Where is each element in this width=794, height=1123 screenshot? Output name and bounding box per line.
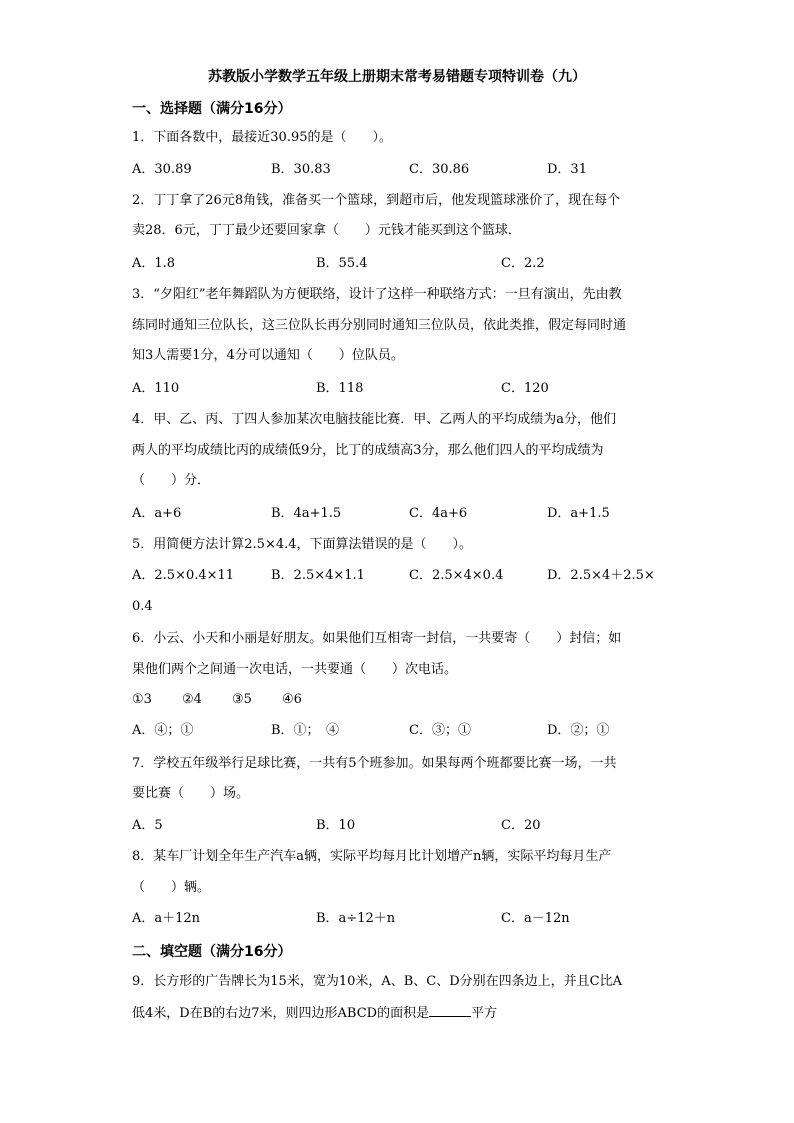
question-1-text: 1．下面各数中，最接近30.95的是（ ）。 (132, 130, 392, 145)
option-c[interactable]: C．③；① (409, 723, 471, 738)
option-b[interactable]: B．10 (316, 818, 356, 833)
question-9-text-line2 (132, 1004, 662, 1023)
question-5-option-d-continued: 0.4 (132, 599, 153, 614)
choice-2: ②4 (182, 692, 202, 707)
option-d[interactable]: D．②；① (547, 723, 610, 738)
choice-1: ①3 (132, 692, 152, 707)
question-8-text-line2: （ ）辆。 (132, 880, 211, 895)
option-c[interactable]: C．a－12n (501, 911, 570, 926)
option-b[interactable]: B．a÷12＋n (316, 911, 396, 926)
question-7-options (0, 817, 794, 835)
question-7-text-line2: 要比赛（ ）场。 (132, 786, 250, 801)
question-3-text-line3: 知3人需要1分，4分可以通知（ ）位队员。 (132, 348, 404, 363)
option-c[interactable]: C．4a+6 (409, 506, 468, 521)
option-b[interactable]: B．118 (316, 381, 364, 396)
option-a[interactable]: A．1.8 (132, 256, 176, 271)
question-9-text-after-blank: 平方 (471, 1006, 498, 1021)
option-a[interactable]: A．④；① (132, 723, 194, 738)
option-c[interactable]: C．20 (501, 818, 541, 833)
option-a[interactable]: A．a+6 (132, 506, 182, 521)
option-a[interactable]: A．110 (132, 381, 180, 396)
question-3-options (0, 380, 794, 398)
option-a[interactable]: A．a＋12n (132, 911, 201, 926)
question-2-text-line2: 卖28．6元，丁丁最少还要回家拿（ ）元钱才能买到这个篮球． (132, 223, 521, 238)
question-2-options (0, 255, 794, 273)
option-c[interactable]: C．30.86 (409, 162, 470, 177)
question-6-choices (0, 691, 794, 709)
question-9-text-before-blank: 低4米，D在B的右边7米，则四边形ABCD的面积是 (132, 1006, 430, 1021)
option-b[interactable]: B．①； ④ (271, 723, 340, 738)
question-6-text-line1: 6．小云、小天和小丽是好朋友。如果他们互相寄一封信，一共要寄（ ）封信；如 (132, 631, 622, 646)
option-a[interactable]: A．30.89 (132, 162, 192, 177)
question-8-text-line1: 8．某车厂计划全年生产汽车a辆，实际平均每月比计划增产n辆，实际平均每月生产 (132, 849, 612, 864)
option-d[interactable]: D．31 (547, 162, 587, 177)
question-7-text-line1: 7．学校五年级举行足球比赛，一共有5个班参加。如果每两个班都要比赛一场，一共 (132, 756, 617, 771)
option-b[interactable]: B．30.83 (271, 162, 331, 177)
option-b[interactable]: B．2.5×4×1.1 (271, 568, 365, 583)
section-heading-fill-in: 二、填空题（满分16分） (132, 944, 292, 960)
page-title: 苏教版小学数学五年级上册期末常考易错题专项特训卷（九） (208, 69, 586, 85)
question-3-text-line1: 3．“夕阳红”老年舞蹈队为方便联络，设计了这样一种联络方式：一旦有演出，先由教 (132, 287, 622, 302)
option-d[interactable]: D．a+1.5 (547, 506, 610, 521)
option-a[interactable]: A．2.5×0.4×11 (132, 568, 235, 583)
question-3-text-line2: 练同时通知三位队长，这三位队长再分别同时通知三位队员，依此类推，假定每同时通 (132, 318, 627, 333)
question-1-options (0, 161, 794, 179)
question-4-text-line3: （ ）分． (132, 473, 211, 488)
option-c[interactable]: C．2.2 (501, 256, 545, 271)
question-5-options (0, 567, 794, 585)
section-heading-choice: 一、选择题（满分16分） (132, 101, 292, 117)
option-b[interactable]: B．4a+1.5 (271, 506, 342, 521)
question-8-options (0, 910, 794, 928)
choice-3: ③5 (232, 692, 252, 707)
option-d[interactable]: D．2.5×4＋2.5× (547, 568, 655, 583)
option-c[interactable]: C．120 (501, 381, 549, 396)
question-6-options (0, 722, 794, 740)
option-b[interactable]: B．55.4 (316, 256, 368, 271)
choice-4: ④6 (282, 692, 302, 707)
question-9-text-line1: 9．长方形的广告牌长为15米，宽为10米，A、B、C、D分别在四条边上，并且C比A (132, 974, 623, 989)
question-2-text-line1: 2．丁丁拿了26元8角钱，准备买一个篮球，到超市后，他发现篮球涨价了，现在每个 (132, 193, 621, 208)
option-a[interactable]: A．5 (132, 818, 163, 833)
question-4-text-line1: 4．甲、乙、丙、丁四人参加某次电脑技能比赛．甲、乙两人的平均成绩为a分，他们 (132, 412, 617, 427)
question-5-text: 5．用简便方法计算2.5×4.4，下面算法错误的是（ ）。 (132, 537, 473, 552)
question-4-options (0, 505, 794, 523)
question-4-text-line2: 两人的平均成绩比丙的成绩低9分，比丁的成绩高3分，那么他们四人的平均成绩为 (132, 443, 604, 458)
option-c[interactable]: C．2.5×4×0.4 (409, 568, 504, 583)
answer-blank[interactable] (429, 1004, 471, 1017)
question-6-text-line2: 果他们两个之间通一次电话，一共要通（ ）次电话。 (132, 662, 458, 677)
